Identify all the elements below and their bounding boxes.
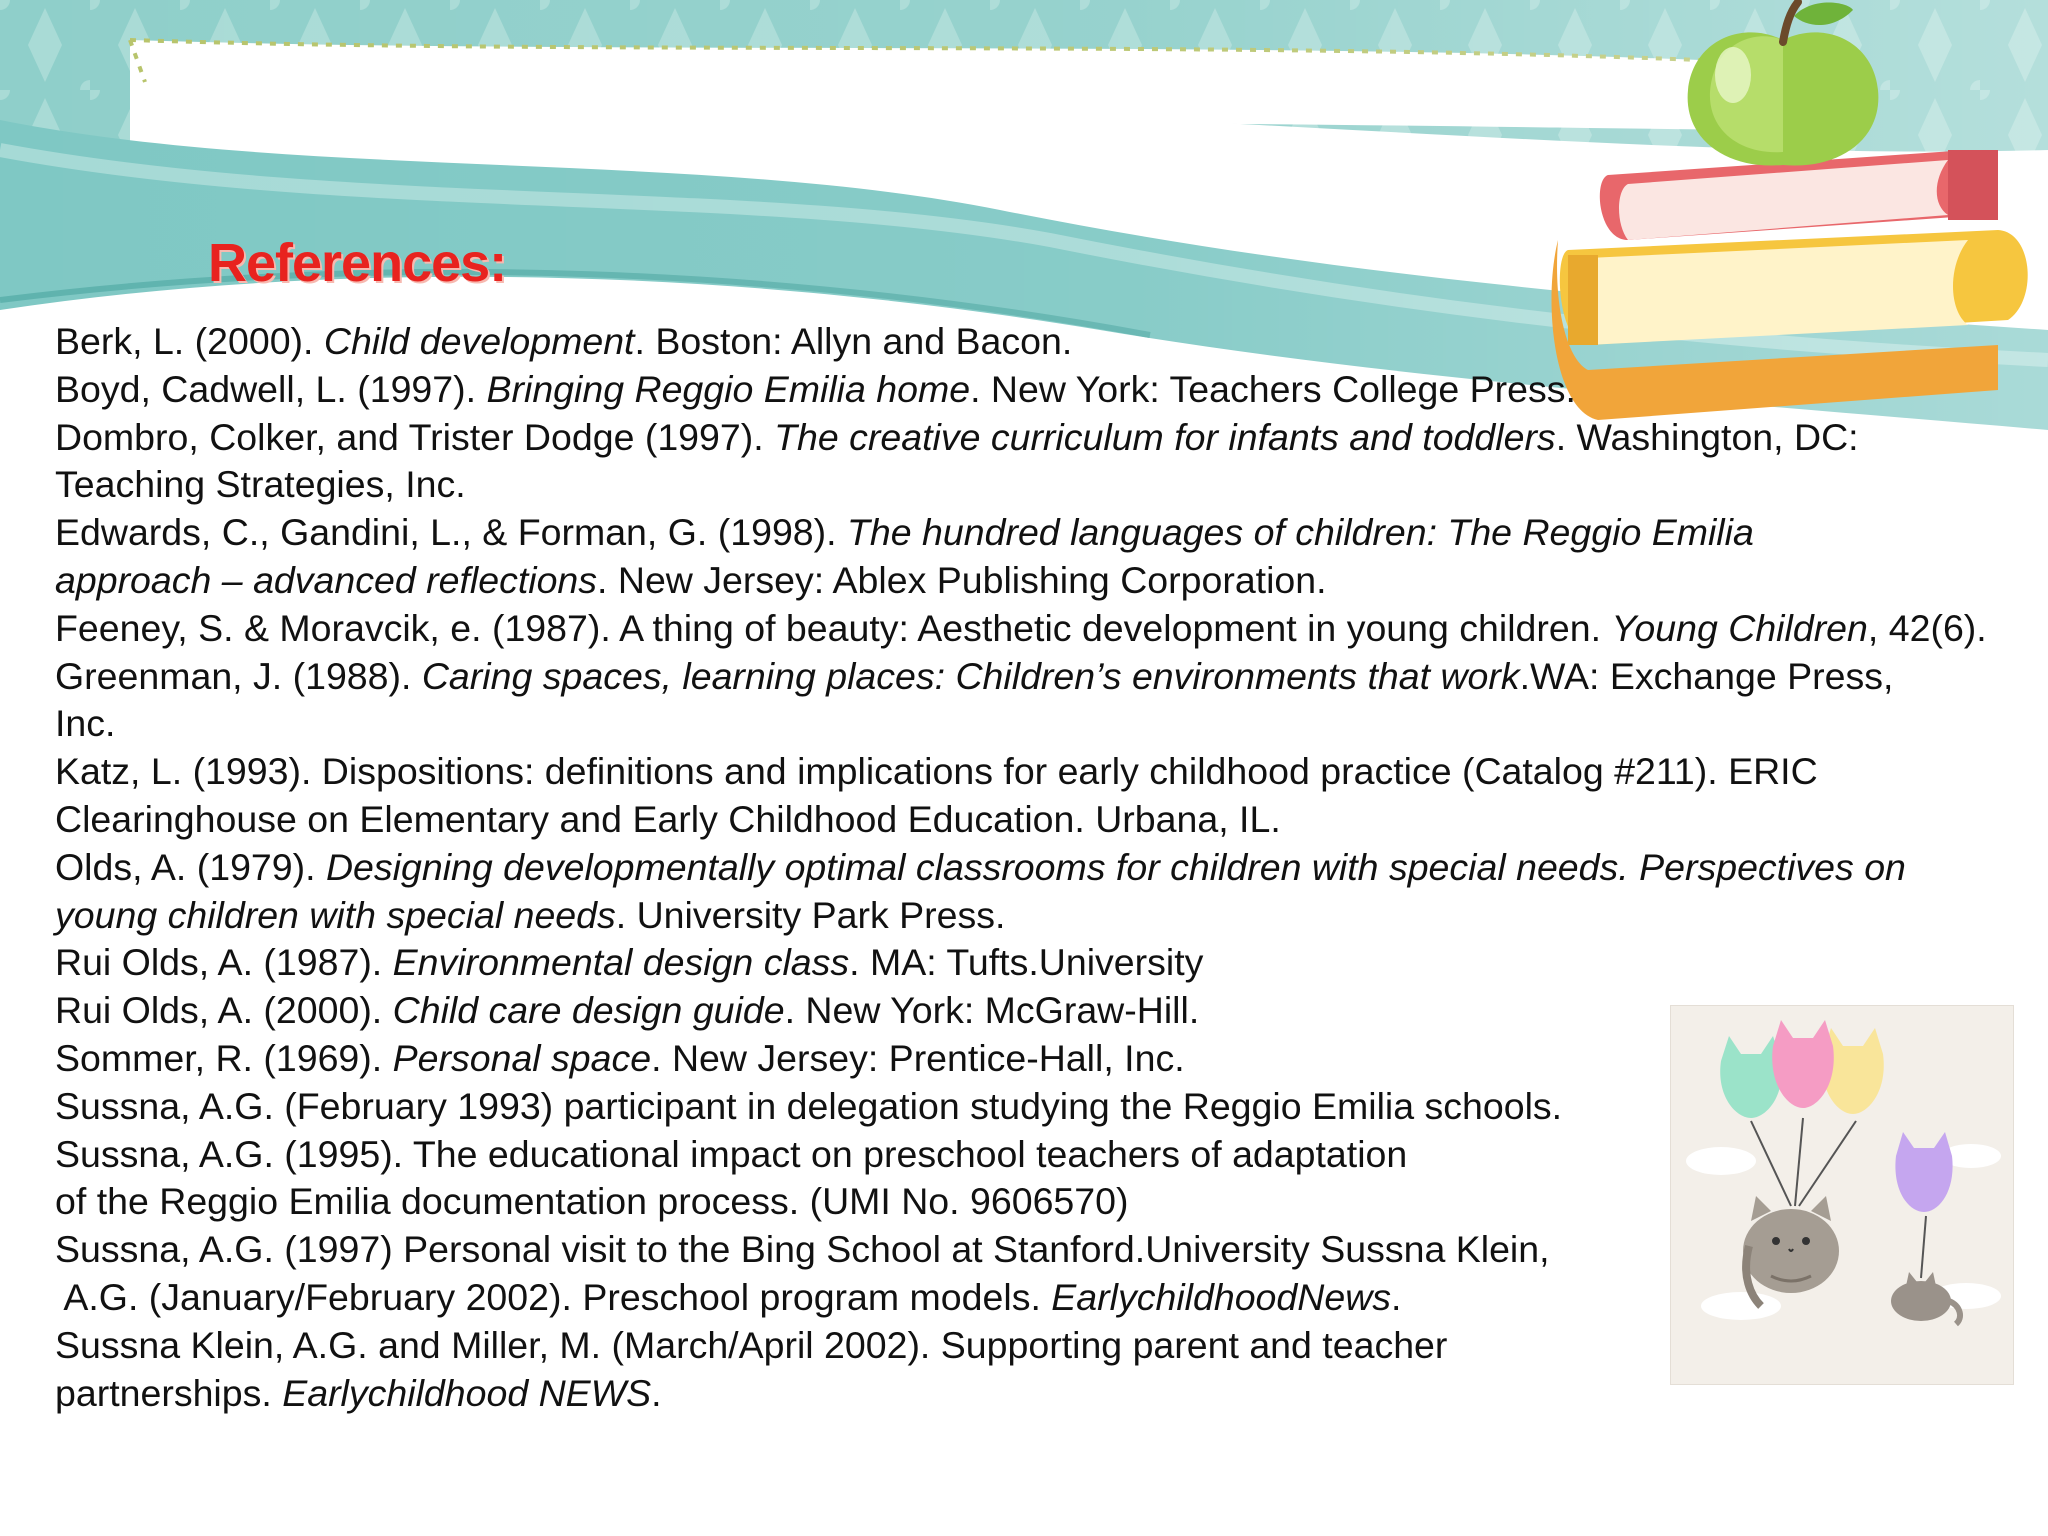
reference-item: Sussna, A.G. (February 1993) participant in delegation studying the Reggio Emilia schools. [55, 1084, 1563, 1127]
reference-item: Sussna, A.G. (1997) Personal visit to the Bing School at Stanford.University Sussna Klein, A.G. (January/February 2002). Preschool program models. EarlychildhoodNews. [55, 1228, 1550, 1318]
reference-item: Rui Olds, A. (1987). Environmental design class. MA: Tufts.University [55, 941, 1204, 984]
reference-item: Rui Olds, A. (2000). Child care design guide. New York: McGraw-Hill. [55, 989, 1200, 1032]
reference-item: Berk, L. (2000). Child development. Boston: Allyn and Bacon. [55, 320, 1073, 362]
reference-item: Olds, A. (1979). Designing developmentally optimal classrooms for children with special needs. Perspectives on young children with special needs. University Park Press. [55, 845, 1906, 936]
reference-item: Boyd, Cadwell, L. (1997). Bringing Reggio Emilia home. New York: Teachers College Press. [55, 367, 1576, 410]
reference-item: Feeney, S. & Moravcik, e. (1987). A thing of beauty: Aesthetic development in young children. Young Children, 42(6). [55, 606, 1987, 649]
reference-item: Dombro, Colker, and Trister Dodge (1997). The creative curriculum for infants and toddlers. Washington, DC: Teaching Strategies, Inc. [55, 415, 1859, 506]
reference-item: Sussna Klein, A.G. and Miller, M. (March/April 2002). Supporting parent and teacher partnerships. Earlychildhood NEWS. [55, 1323, 1448, 1414]
reference-item: Edwards, C., Gandini, L., & Forman, G. (1998). The hundred languages of children: The Reggio Emilia approach – advanced reflections. New Jersey: Ablex Publishing Corporation. [55, 511, 1754, 601]
reference-item: Katz, L. (1993). Dispositions: definitions and implications for early childhood practice (Catalog #211). ERIC Clearinghouse on Elementary and Early Childhood Education. Urbana, IL. [55, 750, 1818, 840]
reference-item: Sommer, R. (1969). Personal space. New Jersey: Prentice-Hall, Inc. [55, 1036, 1185, 1079]
references-heading: References: [208, 233, 507, 293]
reference-item: Greenman, J. (1988). Caring spaces, learning places: Children’s environments that work.WA: Exchange Press, Inc. [55, 654, 1894, 745]
reference-item: Sussna, A.G. (1995). The educational impact on preschool teachers of adaptation of the Reggio Emilia documentation process. (UMI No. 9606570) [55, 1132, 1408, 1223]
cat-with-balloons-image [1670, 1005, 2014, 1385]
